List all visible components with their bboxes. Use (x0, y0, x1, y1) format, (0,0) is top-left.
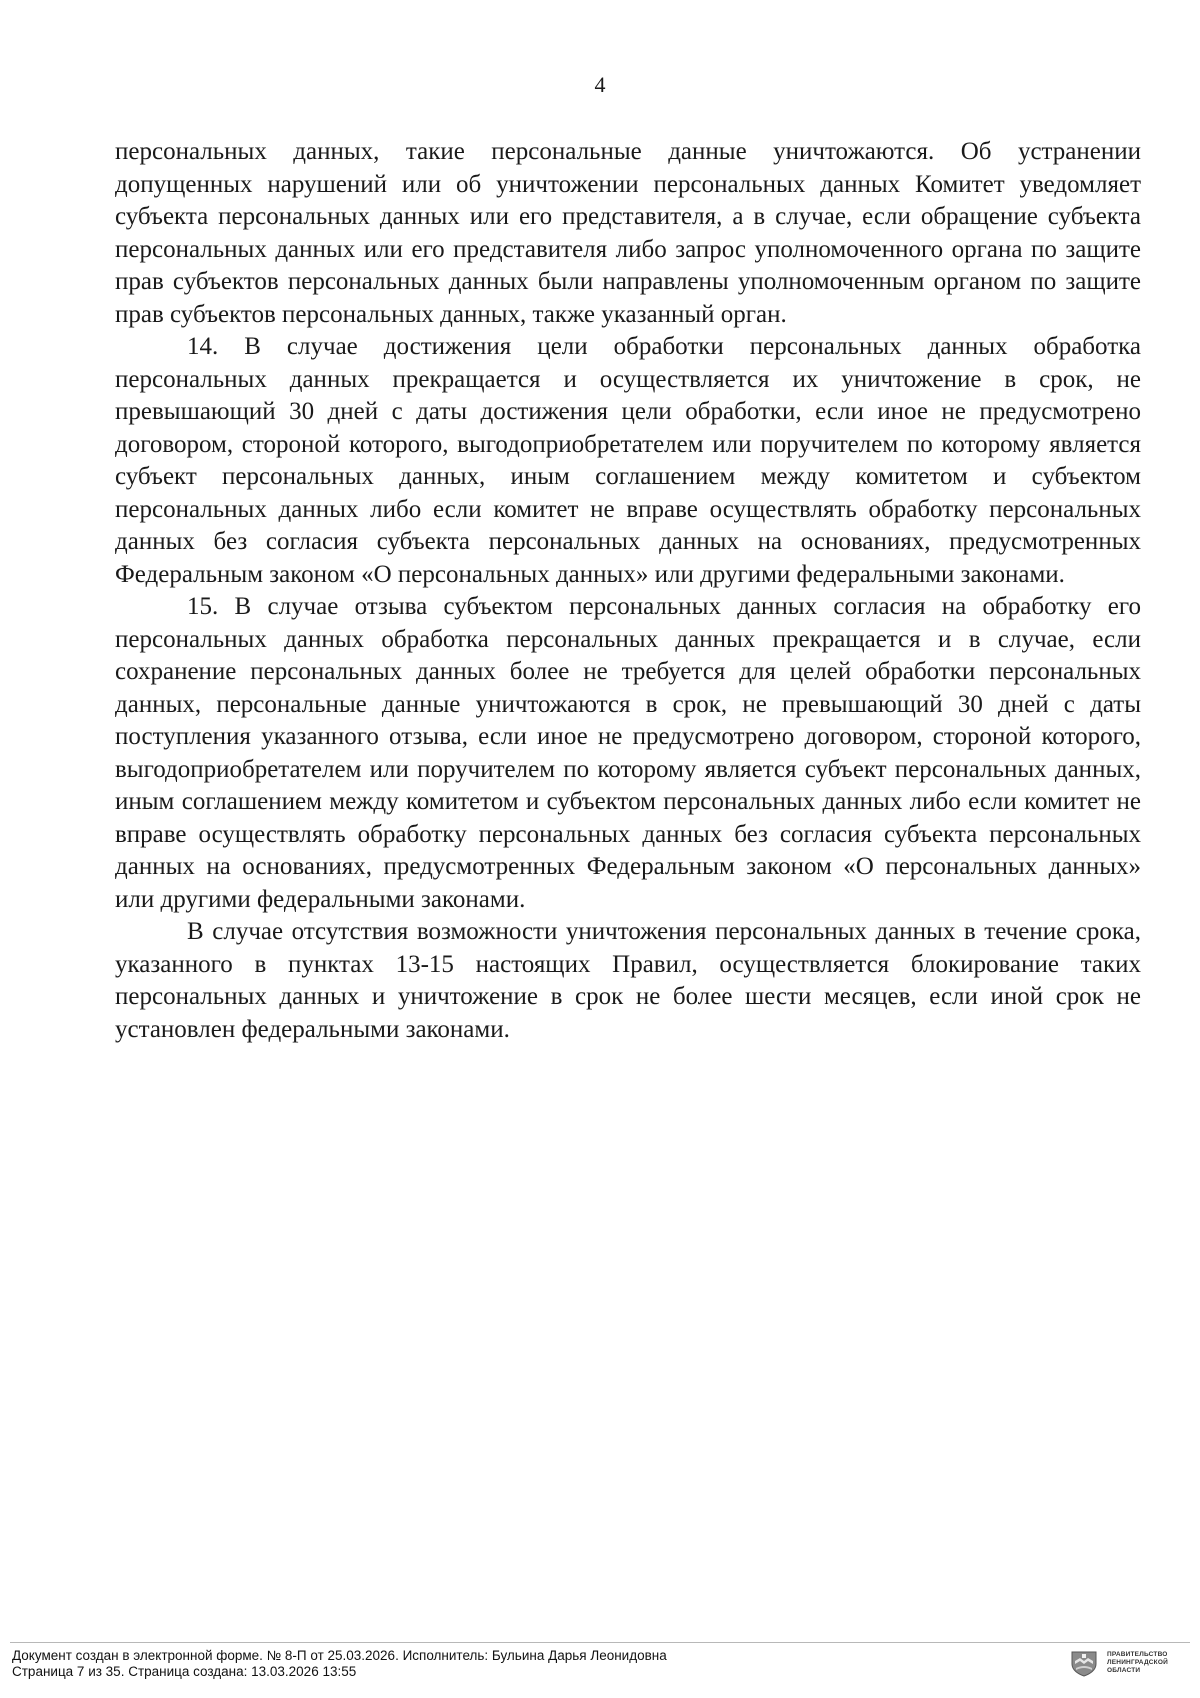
paragraph-continuation: персональных данных, такие персональные данные уничтожаются. Об устранении допущенных нарушений или об уничтожении персональных данных Комитет уведомляет субъекта персональных данных или его представителя, а в случае, если обращение субъекта персональных данных или его представителя либо запрос уполномоченного органа по защите прав субъектов персональных данных были направлены уполномоченным органом по защите прав субъектов персональных данных, также указанный орган. (115, 138, 1141, 328)
paragraph-15: 15. В случае отзыва субъектом персональных данных согласия на обработку его персональных данных обработка персональных данных прекращается и в случае, если сохранение персональных данных более не требуется для целей обработки персональных данных, персональные данные уничтожаются в срок, не превышающий 30 дней с даты поступления указанного отзыва, если иное не предусмотрено договором, стороной которого, выгодоприобретателем или поручителем по которому является субъект персональных данных, иным соглашением между комитетом и субъектом персональных данных либо если комитет не вправе осуществлять обработку персональных данных без согласия субъекта персональных данных на основаниях, предусмотренных Федеральным законом «О персональных данных» или другими федеральными законами. (115, 593, 1141, 913)
paragraph-blocking: В случае отсутствия возможности уничтожения персональных данных в течение срока, указанного в пунктах 13-15 настоящих Правил, осуществляется блокирование таких персональных данных и уничтожение в срок не более шести месяцев, если иной срок не установлен федеральными законами. (115, 918, 1141, 1043)
footer-divider (10, 1642, 1190, 1643)
document-body (115, 136, 1141, 1046)
coat-of-arms-icon (1070, 1649, 1098, 1677)
footer-document-info: Документ создан в электронной форме. № 8-П от 25.03.2026. Исполнитель: Бульина Дарья Леонидовна (12, 1648, 667, 1663)
footer-page-info: Страница 7 из 35. Страница создана: 13.03.2026 13:55 (12, 1664, 357, 1679)
page-number: 4 (594, 72, 606, 97)
paragraph-14: 14. В случае достижения цели обработки персональных данных обработка персональных данных прекращается и осуществляется их уничтожение в срок, не превышающий 30 дней с даты достижения цели обработки, если иное не предусмотрено договором, стороной которого, выгодоприобретателем или поручителем по которому является субъект персональных данных, иным соглашением между комитетом и субъектом персональных данных либо если комитет не вправе осуществлять обработку персональных данных без согласия субъекта персональных данных на основаниях, предусмотренных Федеральным законом «О персональных данных» или другими федеральными законами. (115, 333, 1141, 588)
government-logo (1070, 1649, 1168, 1677)
footer-metadata (12, 1648, 667, 1680)
government-name: ПРАВИТЕЛЬСТВО ЛЕНИНГРАДСКОЙ ОБЛАСТИ (1107, 1651, 1168, 1674)
